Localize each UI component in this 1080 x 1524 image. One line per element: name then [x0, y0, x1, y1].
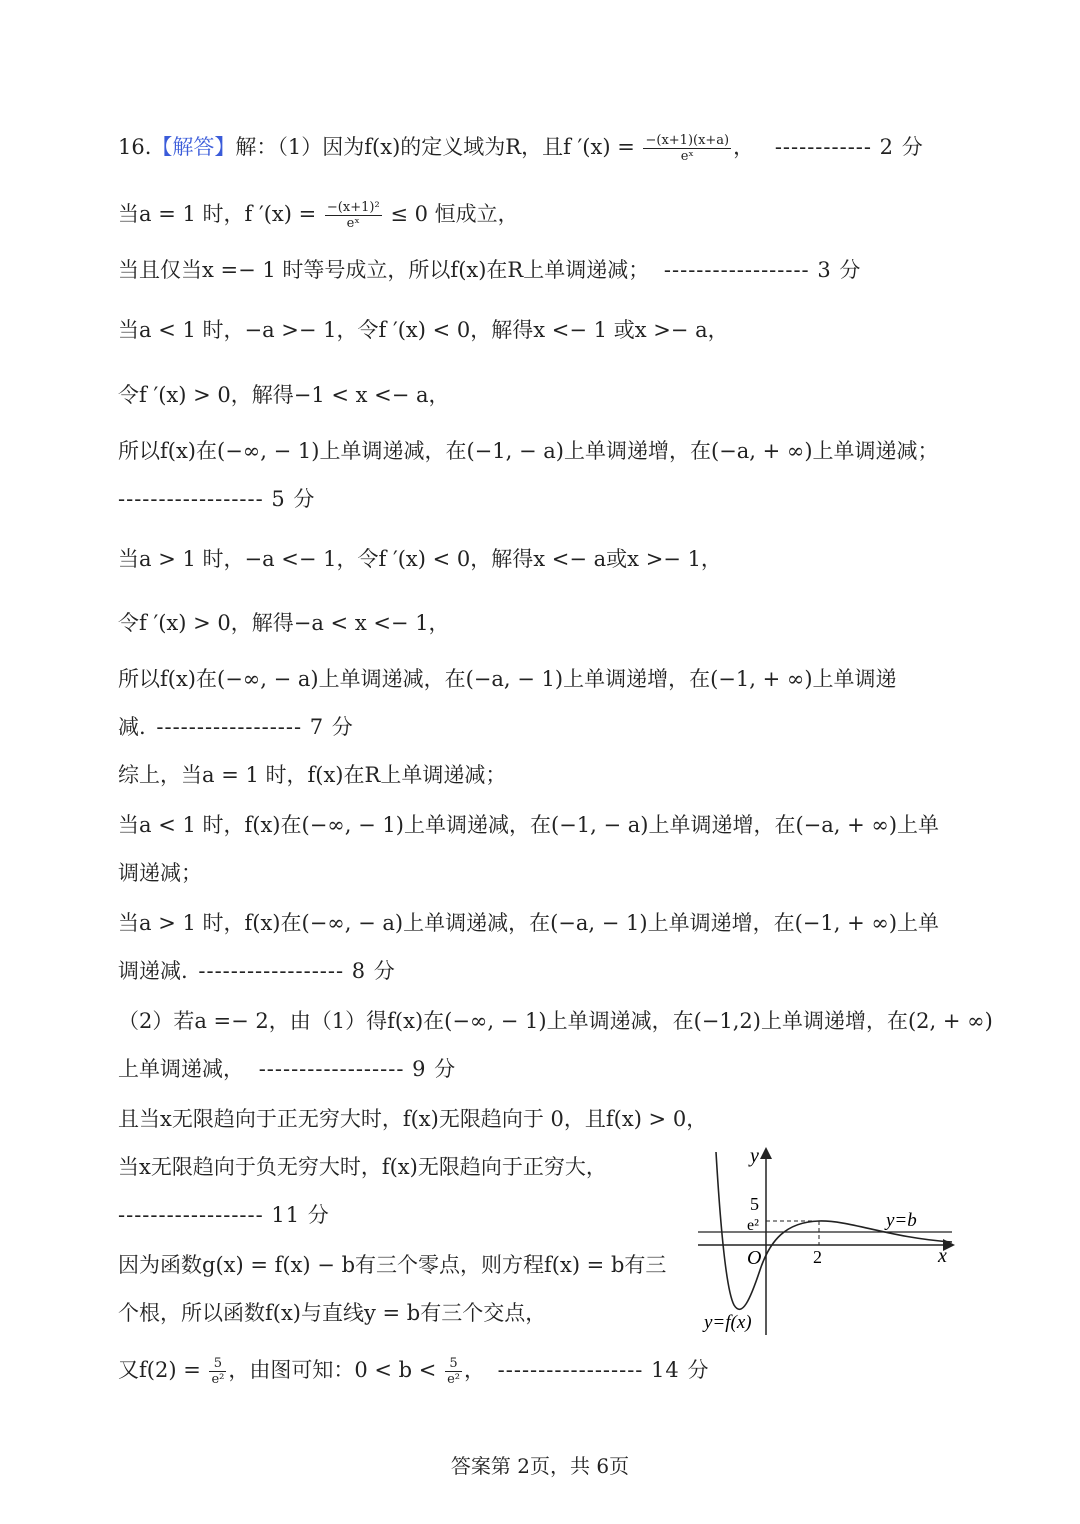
- solution-line-13: 当a < 1 时，f(x)在(−∞, − 1)上单调递减，在(−1, − a)上单调递增，在(−a, + ∞)上单: [118, 813, 940, 837]
- solution-line-8: 当a > 1 时，−a <− 1，令f ′(x) < 0，解得x <− a或x >− 1，: [118, 547, 722, 571]
- x-tick-label: 2: [813, 1247, 822, 1267]
- solution-line-9: 令f ′(x) > 0，解得−a < x <− 1，: [118, 611, 450, 635]
- line-label: y=b: [886, 1210, 917, 1231]
- score-marker: ------------------ 5 分: [118, 487, 316, 511]
- fraction: $\frac{5}{\text{e²}}$: [211, 1356, 225, 1387]
- score-marker: ------------------ 3 分: [663, 258, 862, 282]
- solution-line-23: 个根，所以函数f(x)与直线y = b有三个交点，: [118, 1301, 547, 1325]
- origin-label: O: [747, 1247, 762, 1269]
- solution-line-14: 调递减；: [118, 861, 202, 885]
- solution-line-1: 16.【解答】解：（1）因为f(x)的定义域为R，且f ′(x) = $\frac{-(x+1)(x+a)}{\text{eˣ}}$ ， ------------ 2 分: [118, 133, 924, 164]
- curve-label: y=f(x): [704, 1312, 752, 1333]
- solution-line-3: 当且仅当x =− 1 时等号成立，所以f(x)在R上单调递减； ------------------ 3 分: [118, 258, 862, 282]
- solution-line-6: 所以f(x)在(−∞, − 1)上单调递减，在(−1, − a)上单调递增，在(−a, + ∞)上单调递减；: [118, 439, 939, 463]
- y-axis-label: y: [750, 1145, 759, 1167]
- score-marker: ------------------ 11 分: [118, 1203, 330, 1227]
- solution-line-18: 上单调递减， ------------------ 9 分: [118, 1057, 457, 1081]
- solution-line-19: 且当x无限趋向于正无穷大时，f(x)无限趋向于 0，且f(x) > 0，: [118, 1107, 708, 1131]
- solution-line-2: 当a = 1 时，f ′(x) = $\frac{\text{−(x+1)²}}{\text{eˣ}}$ ≤ 0 恒成立，: [118, 200, 519, 231]
- function-graph: [690, 1140, 970, 1340]
- problem-number: 16.: [118, 135, 152, 159]
- fraction: $\frac{\text{−(x+1)²}}{\text{eˣ}}$: [326, 200, 380, 231]
- derivative-fraction: $\frac{-(x+1)(x+a)}{\text{eˣ}}$: [645, 133, 730, 164]
- y-tick-numerator: 5: [750, 1194, 759, 1214]
- fraction: $\frac{5}{\text{e²}}$: [447, 1356, 460, 1387]
- answer-tag: 【解答】: [151, 135, 236, 159]
- solution-line-21: [118, 1200, 330, 1230]
- solution-line-17: （2）若a =− 2，由（1）得f(x)在(−∞, − 1)上单调递减，在(−1,2)上单调递增，在(2, + ∞): [118, 1009, 993, 1033]
- solution-line-24: 又f(2) = $\frac{5}{\text{e²}}$ ，由图可知：0 < b < $\frac{5}{\text{e²}}$ ， ------------------ 14 分: [118, 1356, 710, 1387]
- solution-line-20: 当x无限趋向于负无穷大时，f(x)无限趋向于正穷大，: [118, 1155, 607, 1179]
- solution-line-22: 因为函数g(x) = f(x) − b有三个零点，则方程f(x) = b有三: [118, 1253, 667, 1277]
- solution-line-4: 当a < 1 时，−a >− 1，令f ′(x) < 0，解得x <− 1 或x >− a，: [118, 318, 729, 342]
- y-tick-denominator: e²: [747, 1217, 759, 1234]
- score-marker: ------------------ 8 分: [198, 959, 396, 983]
- score-marker: ------------------ 9 分: [258, 1057, 457, 1081]
- score-marker: ------------------ 7 分: [156, 715, 354, 739]
- score-marker: ------------ 2 分: [774, 135, 924, 159]
- solution-line-15: 当a > 1 时，f(x)在(−∞, − a)上单调递减，在(−a, − 1)上单调递增，在(−1, + ∞)上单: [118, 911, 940, 935]
- solution-line-16: 调递减. ------------------ 8 分: [118, 959, 396, 983]
- x-axis-label: x: [938, 1245, 947, 1267]
- solution-line-10: 所以f(x)在(−∞, − a)上单调递减，在(−a, − 1)上单调递增，在(−1, + ∞)上单调递: [118, 667, 897, 691]
- solution-line-11: 减. ------------------ 7 分: [118, 715, 354, 739]
- page-footer: 答案第 2页，共 6页: [450, 1454, 630, 1478]
- solution-line-12: 综上，当a = 1 时，f(x)在R上单调递减；: [118, 763, 507, 787]
- solution-line-7: [118, 484, 315, 514]
- solution-line-5: 令f ′(x) > 0，解得−1 < x <− a，: [118, 383, 450, 407]
- score-marker: ------------------ 14 分: [497, 1358, 710, 1382]
